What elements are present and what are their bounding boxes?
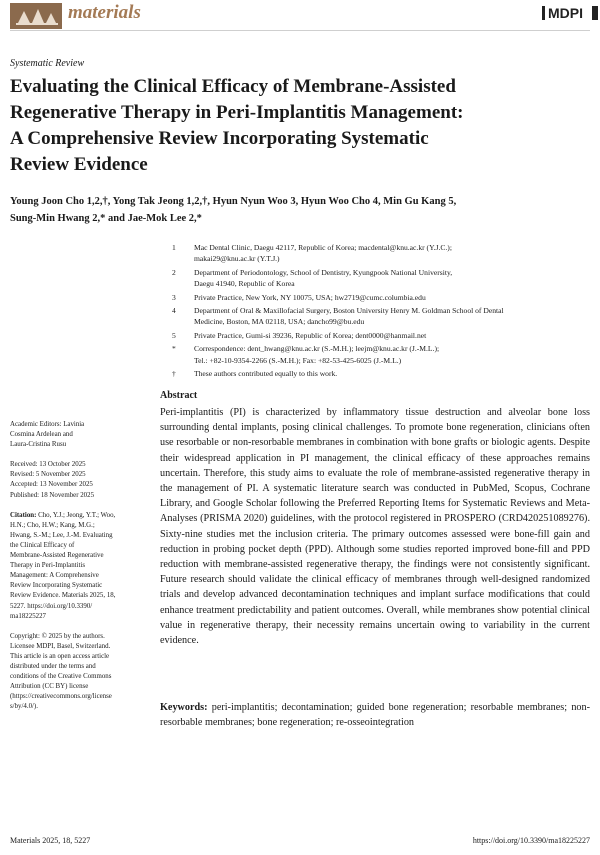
sidebar-line: conditions of the Creative Commons [10, 673, 112, 681]
citation-doi-link[interactable]: ma18225227 [10, 612, 46, 620]
correspondence-text: Tel.: +82-10-9354-2266 (S.-M.H.); Fax: +82-53-425-6025 (J.-M.L.) [194, 355, 402, 365]
affiliation-mark: * [172, 344, 176, 354]
title-line: Review Evidence [10, 154, 148, 175]
affiliation-text: Medicine, Boston, MA 02118, USA; dancho99@bu.edu [194, 317, 365, 327]
keywords-label: Keywords: [160, 702, 208, 713]
journal-logo-icon [10, 3, 62, 29]
citation-text: Cho, Y.J.; Jeong, Y.T.; Woo, [36, 511, 116, 519]
sidebar-line: Cosmina Ardelean and [10, 431, 73, 439]
affiliation-item [172, 242, 592, 265]
sidebar-line: Review Evidence. Materials 2025, 18, [10, 592, 116, 600]
affiliation-item [172, 267, 592, 290]
affiliation-mark: † [172, 369, 176, 379]
footer-doi-link[interactable]: https://doi.org/10.3390/ma18225227 [472, 836, 590, 845]
date-published: Published: 18 November 2025 [10, 491, 95, 499]
mdpi-logo[interactable] [540, 3, 600, 23]
affiliation-item [172, 305, 592, 328]
author-line: Young Joon Cho 1,2,†, Yong Tak Jeong 1,2,†, Hyun Nyun Woo 3, Hyun Woo Cho 4, Min Gu Kang 5, [10, 196, 457, 207]
author-line: Sung-Min Hwang 2,* and Jae-Mok Lee 2,* [10, 213, 202, 224]
citation [10, 511, 145, 622]
title-line: Evaluating the Clinical Efficacy of Membrane-Assisted [10, 76, 456, 97]
date-received: Received: 13 October 2025 [10, 461, 86, 469]
citation-doi-link[interactable]: 5227. https://doi.org/10.3390/ [10, 602, 93, 610]
license-link[interactable]: (https://creativecommons.org/license [10, 693, 112, 701]
date-accepted: Accepted: 13 November 2025 [10, 481, 93, 489]
article-title [10, 74, 570, 178]
affiliations [172, 242, 592, 381]
mdpi-logo-text: MDPI [548, 5, 583, 21]
sidebar-line: Attribution (CC BY) license [10, 683, 89, 691]
license-link[interactable]: s/by/4.0/). [10, 703, 38, 711]
keywords-text: peri-implantitis; decontamination; guided bone regeneration; resorbable membranes; non-resorbable membranes; bone regeneration; re-osseointegration [160, 702, 591, 729]
affiliation-mark: 3 [172, 292, 176, 302]
affiliation-text: Department of Periodontology, School of Dentistry, Kyungpook National University, [194, 267, 453, 277]
affiliation-text: Daegu 41940, Republic of Korea [194, 279, 295, 289]
title-line: A Comprehensive Review Incorporating Systematic [10, 128, 429, 149]
abstract-heading: Abstract [160, 390, 198, 401]
sidebar-line: Review Incorporating Systematic [10, 582, 103, 590]
footer-citation: Materials 2025, 18, 5227 [10, 836, 91, 845]
academic-editors [10, 420, 145, 450]
date-revised: Revised: 5 November 2025 [10, 471, 86, 479]
copyright [10, 632, 145, 713]
article-type: Systematic Review [10, 58, 85, 69]
sidebar-line: Hwang, S.-M.; Lee, J.-M. Evaluating [10, 531, 113, 539]
equal-contribution-text: These authors contributed equally to this work. [194, 369, 338, 379]
page-header [0, 0, 600, 34]
sidebar-line: Membrane-Assisted Regenerative [10, 552, 104, 560]
affiliation-mark: 4 [172, 306, 176, 316]
article-dates [10, 460, 145, 500]
affiliation-text: Department of Oral & Maxillofacial Surgery, Boston University Henry M. Goldman School of Dental [194, 306, 504, 316]
affiliation-text: Private Practice, New York, NY 10075, USA; hw2719@cumc.columbia.edu [194, 292, 426, 302]
affiliation-item [172, 292, 592, 303]
header-rule [10, 30, 590, 31]
sidebar-line: Licensee MDPI, Basel, Switzerland. [10, 642, 111, 650]
sidebar-line: Copyright: © 2025 by the authors. [10, 632, 105, 640]
affiliation-mark: 2 [172, 267, 176, 277]
sidebar-line: This article is an open access article [10, 652, 110, 660]
correspondence-text: Correspondence: dent_hwang@knu.ac.kr (S.-M.H.); leejm@knu.ac.kr (J.-M.L.); [194, 344, 440, 354]
citation-label: Citation: [10, 511, 37, 519]
affiliation-mark: 5 [172, 330, 176, 340]
sidebar-line: the Clinical Efficacy of [10, 541, 75, 549]
abstract-text: Peri-implantitis (PI) is characterized by inflammatory tissue destruction and alveolar bone loss surrounding dental implants, posing clinical challenges. To promote bone regeneration, clinicians often use resorbable or non-resorbable membranes in combination with bone grafts or biologic agents. Despite their widespread application in PI management, the clinical efficacy of these approaches remains uncertain. Therefore, this study aims to evaluate the role of membrane-assisted regenerative therapy in the management of PI. A systematic literature search was conducted in PubMed, Scopus, Cochrane Library, and Google Scholar following the Preferred Reporting Items for Systematic Reviews and Meta-Analyses (PRISMA 2020) guidelines, with the protocol registered in PROSPERO (CRD420251089276). Sixty-nine studies met the inclusion criteria. The primary outcomes assessed were bone-fill gain and reduction in probing pocket depth (PPD). Although some studies reported improved bone-fill and PPD reduction with membrane-assisted regenerative therapy, the findings were not consistently significant. Future research should validate the clinical efficacy of membranes through well-designed randomized trials and develop advanced decontamination techniques and implant surface modifications that could enhance treatment predictability and patient outcomes. Overall, while membranes show potential clinical value in regenerative therapy, their necessity remains uncertain owing to variability in the current evidence. [160, 407, 590, 647]
sidebar-line: Academic Editors: Lavinia [10, 421, 85, 428]
journal-name[interactable]: materials [68, 2, 141, 23]
affiliation-text: Mac Dental Clinic, Daegu 42117, Republic of Korea; macdental@knu.ac.kr (Y.J.C.); [194, 243, 452, 252]
affiliation-mark: 1 [172, 243, 176, 252]
sidebar-line: distributed under the terms and [10, 662, 96, 670]
sidebar-line: Therapy in Peri-Implantitis [10, 562, 86, 570]
sidebar-line: Laura-Cristina Rusu [10, 441, 67, 449]
title-line: Regenerative Therapy in Peri-Implantitis Management: [10, 102, 464, 123]
sidebar-line: Management: A Comprehensive [10, 572, 99, 580]
keywords [160, 700, 590, 730]
author-list [10, 193, 590, 227]
article-sidebar [10, 420, 145, 722]
equal-contribution-note [172, 368, 592, 379]
sidebar-line: H.N.; Cho, H.W.; Kang, M.G.; [10, 521, 95, 529]
affiliation-text: makai29@knu.ac.kr (Y.T.J.) [194, 254, 280, 264]
affiliation-item [172, 330, 592, 341]
correspondence-item [172, 343, 592, 366]
affiliation-text: Private Practice, Gumi-si 39236, Republic of Korea; dent0000@hanmail.net [194, 330, 427, 340]
sidebar-line [10, 511, 145, 521]
